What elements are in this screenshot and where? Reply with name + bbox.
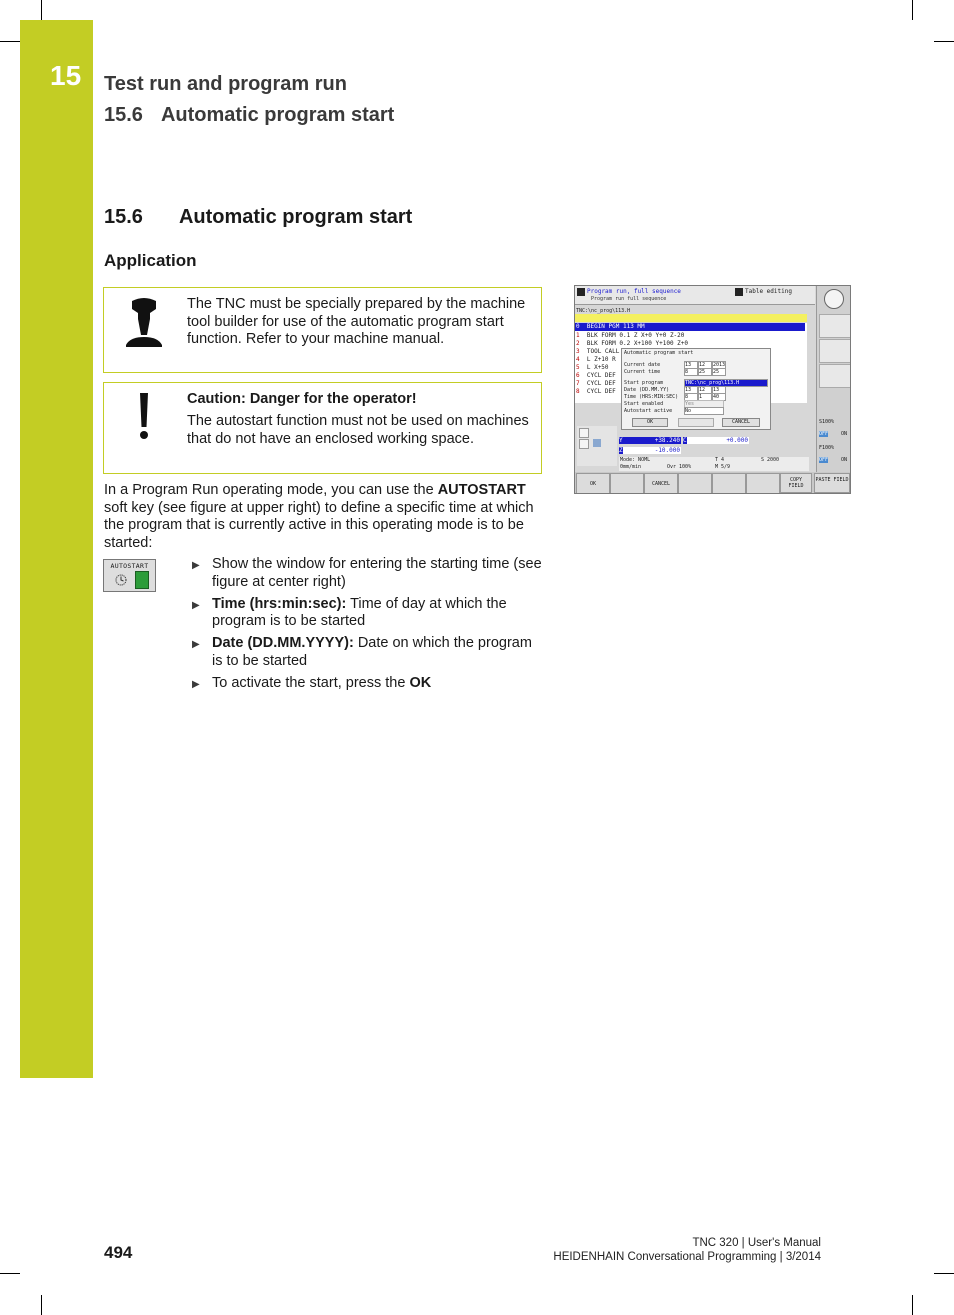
bullet-triangle-icon: ▶ bbox=[192, 639, 200, 650]
crop-mark bbox=[912, 1295, 913, 1315]
start-minute-field[interactable]: 1 bbox=[698, 393, 712, 401]
running-section-title bbox=[104, 104, 394, 127]
list-item bbox=[192, 675, 542, 693]
autostart-active-field: No bbox=[684, 407, 724, 415]
status-bar: Mode: NOML T 4 S 2000 0mm/min Ovr 100% M 5/9 bbox=[619, 457, 809, 471]
spindle-override-label: S100% bbox=[819, 419, 835, 425]
running-section-name: Automatic program start bbox=[160, 104, 395, 126]
list-item bbox=[192, 596, 542, 631]
start-day-field[interactable]: 13 bbox=[684, 386, 698, 394]
autostart-softkey-label: AUTOSTART bbox=[110, 562, 149, 570]
steps-list bbox=[192, 556, 542, 697]
spindle-off-button[interactable]: OFF bbox=[819, 431, 829, 437]
program-run-icon bbox=[577, 288, 585, 296]
softkey-cancel[interactable]: CANCEL bbox=[644, 473, 678, 494]
dialog-blank-button bbox=[678, 418, 714, 427]
start-month-field[interactable]: 12 bbox=[698, 386, 712, 394]
dialog-label: Time (HRS:MIN:SEC) bbox=[624, 394, 679, 400]
softkey-blank bbox=[678, 473, 712, 494]
mode-header bbox=[575, 286, 815, 305]
program-line: 2 BLK FORM 0.2 X+100 Y+100 Z+0 bbox=[576, 340, 689, 347]
softkey-blank bbox=[712, 473, 746, 494]
softkey-blank bbox=[610, 473, 644, 494]
spindle-on-button[interactable]: ON bbox=[841, 431, 848, 437]
warning-text: The autostart function must not be used on machines that do not have an enclosed working space. bbox=[187, 413, 529, 447]
step-term: OK bbox=[409, 674, 432, 691]
intro-text-start: In a Program Run operating mode, you can use the bbox=[104, 482, 438, 498]
machine-note-box bbox=[103, 287, 542, 373]
dialog-label: Autostart active bbox=[624, 408, 673, 414]
feed-off-button[interactable]: OFF bbox=[819, 457, 829, 463]
softkey-ok[interactable]: OK bbox=[576, 473, 610, 494]
autostart-dialog bbox=[621, 348, 771, 430]
current-second-field: 25 bbox=[712, 368, 726, 376]
path-bar bbox=[575, 314, 807, 322]
section-number: 15.6 bbox=[104, 206, 143, 228]
view-toggle-icon[interactable] bbox=[579, 439, 589, 449]
program-line-active: 0 BEGIN PGM 113 MM bbox=[575, 323, 805, 331]
side-button[interactable] bbox=[819, 364, 851, 388]
dialog-title: Automatic program start bbox=[624, 350, 694, 356]
clock-icon bbox=[115, 573, 127, 585]
step-text: Date on which the program is to be started bbox=[212, 635, 532, 669]
intro-softkey-name: AUTOSTART bbox=[437, 482, 526, 498]
machine-note-text: The TNC must be specially prepared by the machine tool builder for use of the automatic program start function. Refer to your machine manual. bbox=[187, 296, 526, 347]
crop-mark bbox=[934, 1273, 954, 1274]
other-mode-title: Table editing bbox=[745, 288, 792, 295]
section-title: Automatic program start bbox=[178, 206, 413, 228]
current-day-field: 13 bbox=[684, 361, 698, 369]
network-icon bbox=[593, 439, 601, 447]
chapter-title: Test run and program run bbox=[104, 73, 347, 95]
start-enabled-field: Yes bbox=[684, 400, 724, 408]
crop-mark bbox=[0, 41, 20, 42]
table-edit-icon bbox=[735, 288, 743, 296]
crop-mark bbox=[934, 41, 954, 42]
chapter-number: 15 bbox=[50, 60, 82, 91]
dialog-cancel-button[interactable]: CANCEL bbox=[722, 418, 760, 427]
page-number: 494 bbox=[104, 1243, 133, 1262]
program-start-icon bbox=[135, 571, 149, 589]
crop-mark bbox=[41, 1295, 42, 1315]
machine-tool-builder-icon bbox=[122, 297, 166, 353]
footer-edition: HEIDENHAIN Conversational Programming | 3/2014 bbox=[553, 1251, 821, 1263]
step-text: To activate the start, press the bbox=[212, 674, 410, 691]
crop-mark bbox=[912, 0, 913, 20]
program-path: TNC:\nc_prog\113.H bbox=[576, 308, 631, 314]
clock-icon bbox=[824, 289, 844, 309]
subheading: Application bbox=[104, 251, 197, 270]
position-row: Z -10.000 bbox=[619, 447, 680, 454]
current-year-field: 2013 bbox=[713, 362, 726, 368]
feed-override-label: F100% bbox=[819, 445, 835, 451]
crop-mark bbox=[41, 0, 42, 20]
position-row: C +0.000 bbox=[683, 437, 748, 444]
program-line: 7 CYCL DEF bbox=[576, 380, 616, 387]
dialog-ok-button[interactable]: OK bbox=[632, 418, 668, 427]
start-second-field[interactable]: 40 bbox=[712, 393, 726, 401]
current-hour-field: 8 bbox=[684, 368, 698, 376]
side-button[interactable] bbox=[819, 314, 851, 338]
chapter-tab-bar bbox=[20, 20, 93, 1078]
dialog-label: Current date bbox=[624, 362, 661, 368]
current-month-field: 12 bbox=[698, 361, 712, 369]
start-year-field[interactable]: 13 bbox=[712, 386, 726, 394]
step-term: Time (hrs:min:sec): bbox=[212, 595, 347, 612]
warning-note-box bbox=[103, 382, 542, 474]
program-line: 4 L Z+10 R bbox=[576, 356, 616, 363]
step-text: Time of day at which the program is to be started bbox=[212, 595, 507, 629]
dialog-label: Current time bbox=[624, 369, 661, 375]
side-button[interactable] bbox=[819, 339, 851, 363]
list-item bbox=[192, 556, 542, 591]
position-row: Y +38.240 bbox=[619, 437, 680, 444]
start-hour-field[interactable]: 8 bbox=[684, 393, 698, 401]
program-line: 3 TOOL CALL bbox=[576, 348, 620, 355]
autostart-softkey[interactable] bbox=[103, 559, 156, 592]
program-line: 5 L X+50 bbox=[576, 364, 609, 371]
program-line: 1 BLK FORM 0.1 Z X+0 Y+0 Z-20 bbox=[576, 332, 685, 339]
program-line: 6 CYCL DEF bbox=[576, 372, 616, 379]
start-program-field[interactable]: TNC:\nc_prog\113.H bbox=[684, 379, 768, 387]
dialog-label: Date (DD.MM.YY) bbox=[624, 387, 670, 393]
feed-on-button[interactable]: ON bbox=[841, 457, 848, 463]
warning-exclamation-icon bbox=[137, 393, 151, 441]
dialog-label: Start program bbox=[624, 380, 664, 386]
bullet-triangle-icon: ▶ bbox=[192, 560, 200, 571]
intro-text-end: soft key (see figure at upper right) to define a specific time at which the program that is currently active in this operating mode is to be started: bbox=[104, 499, 534, 551]
mode-subtitle: Program run full sequence bbox=[591, 296, 667, 302]
softkey-copy-field[interactable]: COPY FIELD bbox=[780, 473, 812, 493]
dialog-label: Start enabled bbox=[624, 401, 664, 407]
step-text: Show the window for entering the starting time (see figure at center right) bbox=[212, 556, 542, 590]
section-heading bbox=[104, 206, 412, 229]
list-item bbox=[192, 635, 542, 670]
crop-mark bbox=[0, 1273, 20, 1274]
step-term: Date (DD.MM.YYYY): bbox=[212, 635, 354, 651]
view-toggle-icon[interactable] bbox=[579, 428, 589, 438]
softkey-row bbox=[575, 472, 851, 494]
current-minute-field: 25 bbox=[698, 368, 712, 376]
tnc-screenshot bbox=[574, 285, 851, 494]
warning-title: Caution: Danger for the operator! bbox=[187, 391, 417, 407]
mode-title: Program run, full sequence bbox=[587, 288, 681, 295]
bullet-triangle-icon: ▶ bbox=[192, 678, 200, 690]
program-line: 8 CYCL DEF bbox=[576, 388, 616, 395]
softkey-blank bbox=[746, 473, 780, 494]
bullet-triangle-icon: ▶ bbox=[192, 599, 200, 611]
footer-manual: TNC 320 | User's Manual bbox=[692, 1237, 821, 1249]
intro-paragraph bbox=[104, 482, 544, 552]
side-panel bbox=[816, 286, 851, 472]
view-buttons bbox=[577, 426, 617, 466]
running-section-number: 15.6 bbox=[104, 104, 143, 126]
softkey-paste-field[interactable]: PASTE FIELD bbox=[814, 473, 850, 493]
